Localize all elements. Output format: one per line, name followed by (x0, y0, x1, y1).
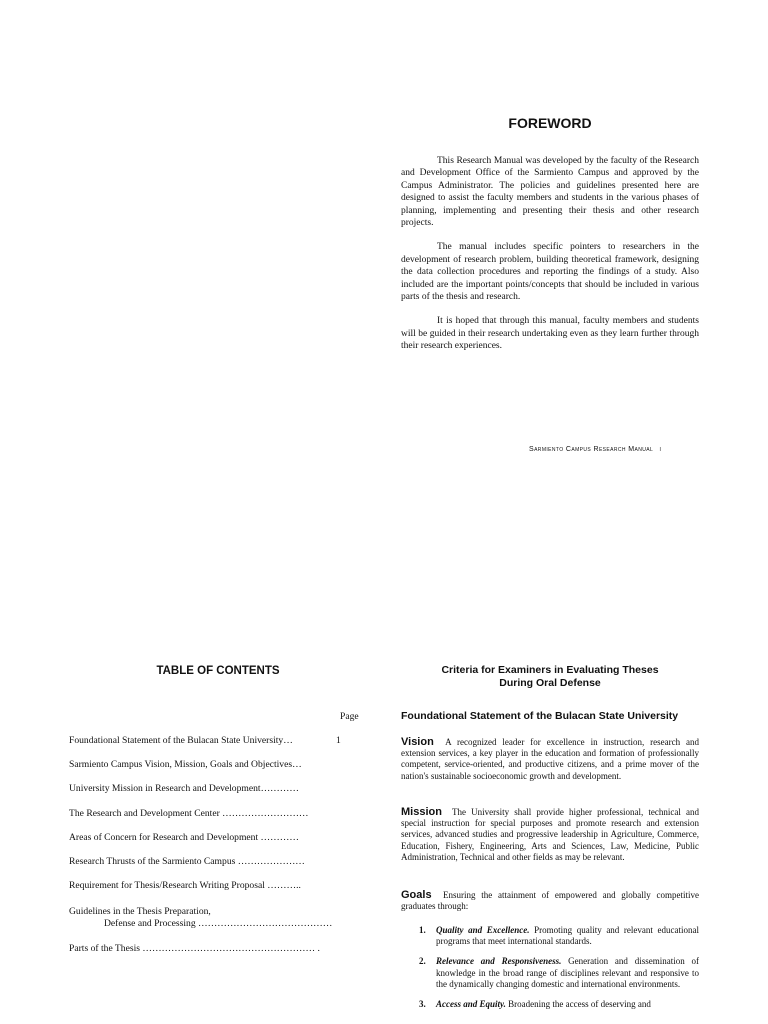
goal-title: Access and Equity. (436, 999, 506, 1010)
toc-entry-2[interactable] (69, 759, 302, 770)
goal-text: Generation and dissemination of knowledge in the broad range of disciplines relevant and responsive to the dynamically changing domestic and international environments. (436, 956, 699, 989)
goals-text: Ensuring the attainment of empowered and globally competitive graduates through: (401, 890, 700, 912)
foundational-statement-heading: Foundational Statement of the Bulacan State University (401, 710, 679, 722)
vision-section (401, 737, 699, 782)
toc-entry-9[interactable] (69, 943, 320, 954)
goal-text: Broadening the access of deserving and (508, 999, 651, 1010)
toc-entry-text: Sarmiento Campus Vision, Mission, Goals and Objectives… (69, 759, 302, 770)
toc-entry-text: Requirement for Thesis/Research Writing Proposal ……….. (69, 880, 301, 891)
goals-list (419, 925, 699, 1019)
footer-title: Sarmiento Campus Research Manual (529, 446, 654, 453)
toc-entry-text: University Mission in Research and Development………… (69, 783, 299, 794)
foreword-paragraph-3: It is hoped that through this manual, faculty members and students will be guided in their research undertaking even as they learn further through their research experiences. (401, 316, 699, 352)
goal-title: Quality and Excellence. (436, 925, 530, 935)
criteria-title-line-2: During Oral Defense (499, 677, 601, 689)
goal-text: Promoting quality and relevant educational programs that meet international standards. (436, 925, 699, 947)
mission-label: Mission (401, 806, 442, 818)
goal-item-2 (419, 956, 699, 990)
toc-page-header: Page (340, 711, 359, 722)
toc-entry-7[interactable] (69, 880, 301, 891)
footer-page-number: i (659, 446, 662, 453)
foreword-paragraph-1: This Research Manual was developed by the faculty of the Research and Development Office of the Sarmiento Campus and approved by the Campus Administrator. The policies and guidelines presented here are designed to assist the faculty members and students in the various phases of planning, implementing and presenting their thesis and other research projects. (401, 156, 699, 229)
toc-title: TABLE OF CONTENTS (156, 665, 280, 677)
goals-section (401, 890, 699, 912)
goal-title: Relevance and Responsiveness. (436, 956, 562, 967)
mission-section (401, 807, 699, 863)
toc-entry-1[interactable] (69, 735, 293, 746)
toc-entry-text: Guidelines in the Thesis Preparation, (69, 906, 211, 917)
toc-entry-text: Foundational Statement of the Bulacan State University… (69, 735, 293, 746)
toc-entry-text: Parts of the Thesis ……………………………………………… . (69, 943, 320, 954)
toc-entry-8-continued[interactable] (104, 918, 332, 929)
goal-number: 3. (419, 999, 426, 1010)
goal-number: 1. (419, 925, 426, 935)
toc-entry-1-page: 1 (336, 735, 341, 746)
goal-item-3 (419, 999, 699, 1010)
toc-entry-text: Areas of Concern for Research and Development ………… (69, 832, 299, 843)
foreword-title: FOREWORD (508, 115, 592, 131)
foreword-paragraph-2: The manual includes specific pointers to researchers in the development of research problem, building theoretical framework, designing the data collection procedures and reporting the findings of a study. Also included are the important points/concepts that should be included in various parts of the thesis and research. (401, 242, 699, 303)
goals-label: Goals (401, 889, 432, 901)
toc-entry-text: Defense and Processing …………………………………… (104, 918, 333, 929)
toc-entry-4[interactable] (69, 808, 309, 819)
toc-entry-text: Research Thrusts of the Sarmiento Campus ………………… (69, 856, 305, 867)
vision-text: A recognized leader for excellence in instruction, research and extension services, a key player in the education and formation of professionally competent, service-oriented, and productive citizens, and a prime mover of the nation's sustainable socioeconomic growth and development. (401, 737, 699, 781)
goal-item-1 (419, 925, 699, 947)
toc-entry-text: The Research and Development Center ……………………… (69, 808, 309, 819)
toc-entry-6[interactable] (69, 856, 305, 867)
running-footer (529, 446, 661, 453)
criteria-title (401, 664, 699, 690)
criteria-title-line-1: Criteria for Examiners in Evaluating Theses (441, 664, 659, 676)
toc-entry-5[interactable] (69, 832, 299, 843)
toc-entry-8[interactable] (69, 906, 211, 917)
mission-text: The University shall provide higher professional, technical and special instruction for special purposes and promote research and extension services, advanced studies and progressive leadership in Agriculture, Commerce, Education, Fishery, Engineering, Arts and Sciences, Law, Medicine, Public Administration, Technical and other fields as may be relevant. (401, 807, 700, 862)
toc-entry-3[interactable] (69, 783, 299, 794)
foreword-body (401, 155, 699, 353)
vision-label: Vision (401, 736, 434, 748)
goal-number: 2. (419, 956, 426, 967)
